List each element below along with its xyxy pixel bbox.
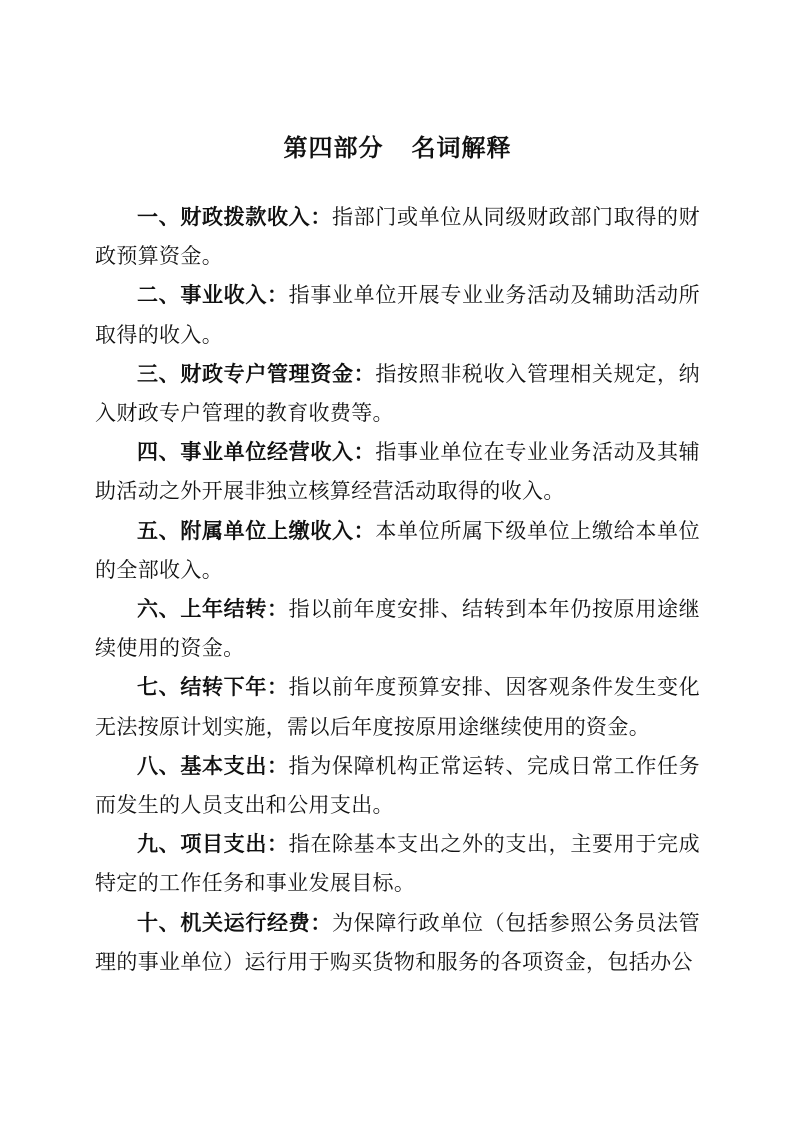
glossary-definition: 为保障行政单位（包括参照公务员法管理的事业单位）运行用于购买货物和服务的各项资金，包括办公 [95, 910, 700, 974]
glossary-term: 七、结转下年： [137, 675, 289, 700]
glossary-definition: 指事业单位在专业业务活动及其辅助活动之外开展非独立核算经营活动取得的收入。 [95, 440, 700, 504]
glossary-term: 四、事业单位经营收入： [137, 440, 376, 465]
glossary-term: 二、事业收入： [137, 283, 289, 308]
glossary-definition: 指以前年度安排、结转到本年仍按原用途继续使用的资金。 [95, 597, 701, 661]
glossary-entry [95, 747, 700, 825]
glossary-entry [95, 433, 700, 511]
glossary-entry [95, 590, 700, 668]
glossary-term: 一、财政拨款收入： [137, 205, 332, 229]
glossary-definition: 指在除基本支出之外的支出，主要用于完成特定的工作任务和事业发展目标。 [95, 832, 701, 896]
glossary-entry [95, 198, 700, 276]
glossary-term: 八、基本支出： [137, 753, 289, 778]
glossary-term: 五、附属单位上缴收入： [137, 518, 376, 543]
glossary-definition: 指部门或单位从同级财政部门取得的财政预算资金。 [95, 205, 700, 269]
glossary-definition: 指事业单位开展专业业务活动及辅助活动所取得的收入。 [95, 283, 701, 347]
glossary-term: 十、机关运行经费： [137, 910, 332, 935]
glossary-term: 九、项目支出： [137, 832, 289, 857]
section-part-label: 第四部分 [283, 134, 384, 162]
glossary-term: 三、财政专户管理资金： [137, 361, 376, 386]
section-name-label: 名词解释 [411, 134, 512, 162]
glossary-term: 六、上年结转： [137, 597, 289, 622]
glossary-definition: 指按照非税收入管理相关规定，纳入财政专户管理的教育收费等。 [95, 361, 700, 426]
glossary-entry [95, 512, 700, 590]
glossary-entry [95, 355, 700, 433]
glossary-definition: 本单位所属下级单位上缴给本单位的全部收入。 [95, 518, 700, 582]
glossary-definition: 指为保障机构正常运转、完成日常工作任务而发生的人员支出和公用支出。 [95, 753, 701, 818]
glossary-definition: 指以前年度预算安排、因客观条件发生变化无法按原计划实施，需以后年度按原用途继续使用的资金。 [95, 675, 701, 739]
glossary-entry [95, 904, 700, 982]
glossary-entry [95, 276, 700, 354]
section-title [95, 132, 700, 164]
glossary-entry [95, 825, 700, 903]
glossary-entry [95, 668, 700, 746]
